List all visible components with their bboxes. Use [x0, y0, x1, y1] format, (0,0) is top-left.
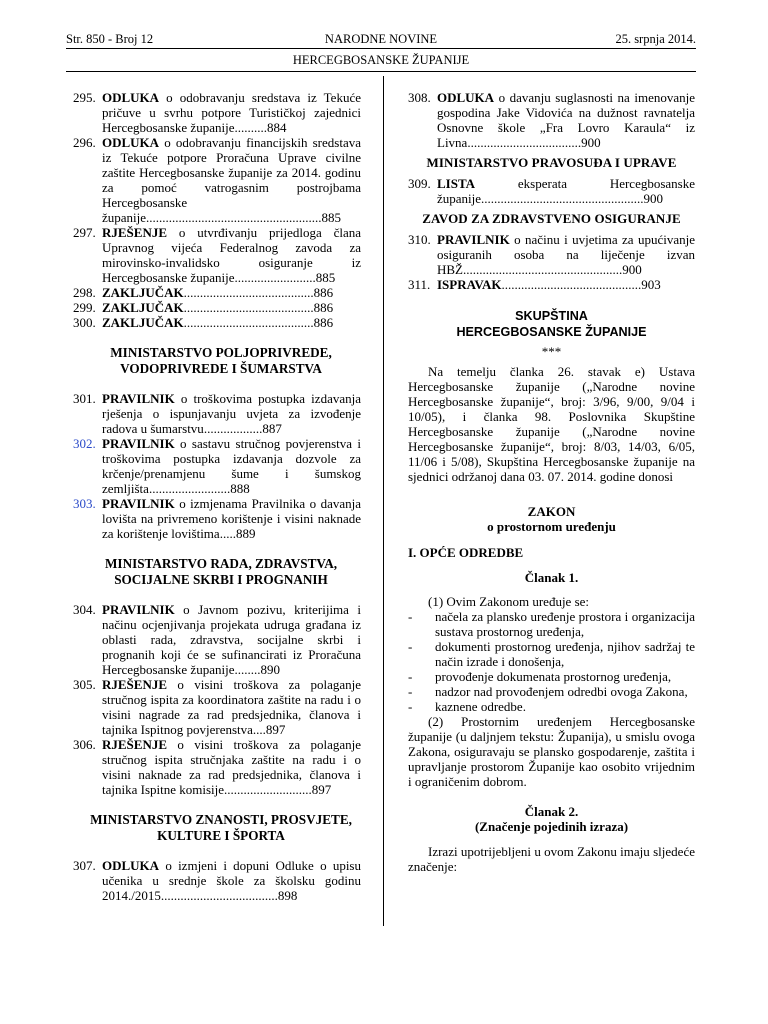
entry-number: 305. [73, 677, 96, 692]
toc-entry [73, 225, 361, 285]
header-date: 25. srpnja 2014. [615, 32, 696, 46]
article-paragraph: (1) Ovim Zakonom uređuje se: [428, 594, 590, 609]
toc-entry [73, 300, 361, 315]
entry-keyword: PRAVILNIK [437, 232, 510, 247]
entry-text: o sastavu stručnog povjerenstva i troškovima postupka izdavanja dozvole za krčenje/prenamjenu šume i šumskog zemljišta [102, 436, 361, 496]
law-title: ZAKON [527, 504, 576, 519]
toc-entry [408, 90, 695, 150]
entry-page: ..................887 [203, 421, 282, 436]
entry-number: 300. [73, 315, 96, 330]
law-subtitle: o prostornom uređenju [487, 519, 616, 534]
assembly-heading: SKUPŠTINA [515, 309, 588, 323]
entry-keyword: RJEŠENJE [102, 737, 168, 752]
entry-text: o izmjeni i dopuni Odluke o upisu učenika u srednje škole za školsku godinu 2014./2015. [102, 858, 361, 903]
entry-text: o Javnom pozivu, kriterijima i načinu ocjenjivanja projekata udruga građana iz oblasti rada, zdravstva, socijalne skrbi i prognanih koji će se sufinancirati iz Proračuna Hercegbosanske županije [102, 602, 361, 677]
entry-page: ........................................886 [183, 315, 334, 330]
article-paragraph: Izrazi upotrijebljeni u ovom Zakonu imaju sljedeće značenje: [408, 844, 695, 874]
article-heading: Članak 1. [524, 570, 579, 585]
entry-page: ...........................897 [224, 782, 332, 797]
toc-entry [408, 176, 695, 206]
entry-page: ......................................................885 [146, 210, 342, 225]
section-heading: MINISTARSTVO POLJOPRIVREDE, VODOPRIVREDE I ŠUMARSTVA [110, 345, 332, 376]
header-rule [66, 48, 696, 49]
list-item: - provođenje dokumenata prostornog uređenja, [408, 669, 672, 684]
entry-number: 306. [73, 737, 96, 752]
entry-text: eksperata Hercegbosanske županije [437, 176, 695, 206]
preamble-paragraph: Na temelju članka 26. stavak e) Ustava Hercegbosanske županije („Narodne novine Hercegbosanske županije“, broj: 3/96, 9/00, 9/04 i 10/05), i članka 98. Poslovnika Skupštine Hercegbosanske županije („Narodne novine Hercegbosanske županije“, broj: 8/03, 14/03, 6/05, 11/06 i 5/08), Skupština Hercegbosanske županije na sjednici održanoj dana 03. 07. 2014. godine donosi [408, 364, 695, 484]
header-page-number: Str. 850 - Broj 12 [66, 32, 154, 46]
entry-page: ..................................................900 [481, 191, 664, 206]
list-item: - kaznene odredbe. [408, 699, 526, 714]
toc-entry [73, 858, 361, 903]
entry-keyword: RJEŠENJE [102, 225, 168, 240]
list-item: - načela za plansko uređenje prostora i organizacija sustava prostornog uređenja, [408, 609, 695, 639]
entry-keyword: ZAKLJUČAK [102, 300, 184, 315]
toc-entry [408, 277, 695, 292]
entry-number: 304. [73, 602, 96, 617]
entry-text: o odobravanju financijskih sredstava iz Tekuće potpore Proračuna Uprave civilne zaštite Hercegbosanske županije za 2014. godinu za pomoć vatrogasnim postrojbama Hercegbosanske županije [102, 135, 361, 225]
entry-keyword: ODLUKA [102, 858, 160, 873]
entry-text: o načinu i uvjetima za upućivanje osiguranih osoba na liječenje izvan HBŽ [437, 232, 695, 277]
entry-page: ........................................886 [183, 300, 334, 315]
entry-number: 303. [73, 496, 96, 511]
toc-entry [73, 135, 361, 225]
toc-entry [73, 90, 361, 135]
entry-keyword: ZAKLJUČAK [102, 315, 184, 330]
entry-text: o izmjenama Pravilnika o davanja lovišta na privremeno korištenje i visini naknade za korištenje lovištima [102, 496, 361, 541]
entry-page: .........................885 [234, 270, 336, 285]
toc-entry [73, 315, 361, 330]
entry-page: .................................................900 [463, 262, 642, 277]
header-publication-title: NARODNE NOVINE [324, 32, 438, 46]
toc-entry [73, 391, 361, 436]
toc-entry [73, 436, 361, 496]
entry-number: 309. [408, 176, 431, 191]
header-subtitle: HERCEGBOSANSKE ŽUPANIJE [292, 53, 470, 67]
entry-text: o troškovima postupka izdavanja rješenja o ispunjavanju uvjeta za izvođenje radova u šumarstvu [102, 391, 361, 436]
subheader-rule [66, 71, 696, 72]
entry-keyword: ISPRAVAK [437, 277, 502, 292]
toc-entry [73, 496, 361, 541]
entry-keyword: ODLUKA [437, 90, 495, 105]
page-header [66, 30, 696, 48]
entry-number: 307. [73, 858, 96, 873]
entry-number: 295. [73, 90, 96, 105]
part-heading: I. OPĆE ODREDBE [408, 545, 524, 560]
entry-number: 301. [73, 391, 96, 406]
article-heading: Članak 2. [524, 804, 579, 819]
section-heading: ZAVOD ZA ZDRAVSTVENO OSIGURANJE [422, 211, 681, 226]
entry-keyword: PRAVILNIK [102, 496, 175, 511]
entry-keyword: PRAVILNIK [102, 602, 175, 617]
entry-page: ........................................886 [183, 285, 334, 300]
separator-stars: *** [541, 344, 562, 359]
toc-entry [73, 285, 361, 300]
entry-page: ...........................................903 [501, 277, 661, 292]
section-heading: MINISTARSTVO PRAVOSUĐA I UPRAVE [426, 155, 677, 170]
entry-number: 298. [73, 285, 96, 300]
entry-number: 302. [73, 436, 96, 451]
entry-keyword: RJEŠENJE [102, 677, 168, 692]
entry-number: 296. [73, 135, 96, 150]
entry-number: 297. [73, 225, 96, 240]
entry-number: 299. [73, 300, 96, 315]
entry-number: 308. [408, 90, 431, 105]
toc-entry [73, 677, 361, 737]
right-column [408, 90, 695, 874]
entry-keyword: ODLUKA [102, 135, 160, 150]
entry-text: o visini troškova za polaganje stručnog ispita za koordinatora zaštite na radu i o visini nagrade za rad predsjednika, članova i tajnika Ispitnog povjerenstva [102, 677, 361, 737]
entry-keyword: ZAKLJUČAK [102, 285, 184, 300]
assembly-heading-sub: HERCEGBOSANSKE ŽUPANIJE [456, 325, 647, 339]
entry-keyword: ODLUKA [102, 90, 160, 105]
entry-page: ...................................898 [164, 888, 298, 903]
list-item: - nadzor nad provođenjem odredbi ovoga Zakona, [408, 684, 688, 699]
column-divider [383, 76, 384, 926]
entry-text: o visini troškova za polaganje stručnog ispita stručnjaka zaštite na radu i o visini naknade za rad predsjednika, članova i tajnika Ispitne komisije [102, 737, 361, 797]
entry-page: .....889 [219, 526, 256, 541]
entry-keyword: LISTA [437, 176, 476, 191]
article-paragraph: (2) Prostornim uređenjem Hercegbosanske županije (u daljnjem tekstu: Županija), u smislu ovoga Zakona, osiguravaju se plansko gospodarenje, zaštita i upravljanje prostorom Županije kao osobito vrijednim i ograničenim dobrom. [408, 714, 695, 789]
entry-keyword: PRAVILNIK [102, 436, 175, 451]
toc-entry [73, 602, 361, 677]
article-subheading: (Značenje pojedinih izraza) [474, 819, 629, 834]
section-heading: MINISTARSTVO ZNANOSTI, PROSVJETE, KULTURE I ŠPORTA [90, 812, 352, 843]
section-heading: MINISTARSTVO RADA, ZDRAVSTVA, SOCIJALNE SKRBI I PROGNANIH [104, 556, 338, 587]
entry-text: o utvrđivanju prijedloga člana Upravnog vijeća Federalnog zavoda za mirovinsko-invalidsko osiguranje iz Hercegbosanske županije [102, 225, 361, 285]
entry-text: o odobravanju sredstava iz Tekuće pričuve u svrhu potpore Turističkoj zajednici Hercegbosanske županije [102, 90, 361, 135]
left-column [73, 90, 361, 903]
list-item: - dokumenti prostornog uređenja, njihov sadržaj te način izrade i donošenja, [408, 639, 695, 669]
entry-page: ..........884 [234, 120, 287, 135]
toc-entry [73, 737, 361, 797]
entry-page: .........................888 [148, 481, 250, 496]
entry-page: ....897 [252, 722, 286, 737]
toc-entry [408, 232, 695, 277]
entry-number: 310. [408, 232, 431, 247]
entry-text: o davanju suglasnosti na imenovanje gospodina Jake Vidovića na dužnost ravnatelja Osnovne škole „Fra Lovro Karaula“ iz Livna [437, 90, 695, 150]
entry-keyword: PRAVILNIK [102, 391, 175, 406]
entry-page: ...................................900 [467, 135, 601, 150]
entry-page: ........890 [234, 662, 280, 677]
entry-number: 311. [408, 277, 431, 292]
